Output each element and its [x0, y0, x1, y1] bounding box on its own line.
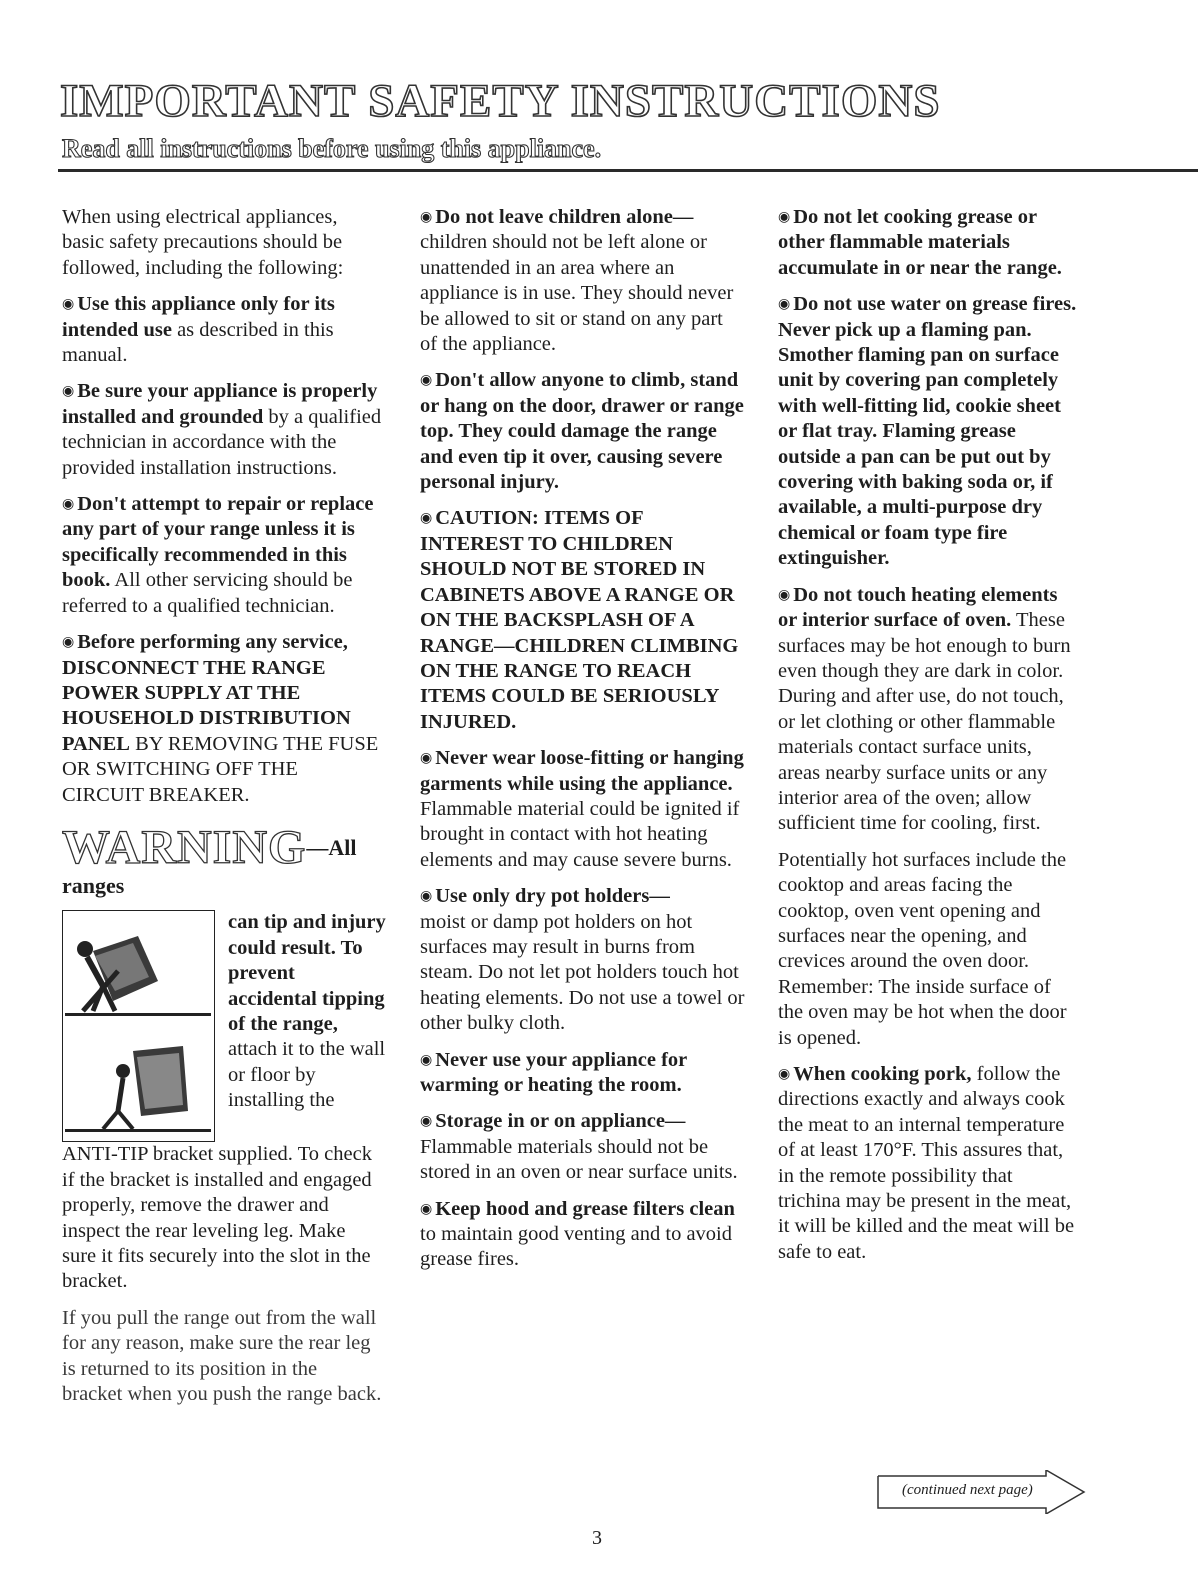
safety-item: [778, 1062, 1078, 1265]
bullet-icon: ◉: [420, 511, 433, 527]
item-text: Flammable material could be ignited if brought in contact with hot heating elements and may cause severe burns.: [420, 797, 740, 871]
item-text: All other servicing should be referred to a qualified technician.: [62, 569, 353, 617]
continued-label: (continued next page): [902, 1482, 1033, 1498]
item-lead: Do not use water on grease fires. Never pick up a flaming pan. Smother flaming pan on surface unit by covering pan completely with well-fitting lid, cookie sheet or flat tray. Flaming grease outside a pan can be put out by covering with baking soda or, if available, a multi-purpose dry chemical or foam type fire extinguisher.: [778, 293, 1077, 570]
item-lead: Do not touch heating elements or interior surface of oven.: [778, 583, 1058, 632]
item-lead: When cooking pork,: [793, 1063, 972, 1085]
warning-lead: —All ranges: [62, 834, 357, 898]
item-text: as described in this manual.: [62, 318, 334, 367]
safety-item: [420, 506, 745, 735]
anti-tip-illustration: [62, 910, 215, 1142]
hot-surfaces-paragraph: Potentially hot surfaces include the cooktop and areas facing the cooktop, oven vent opening and surfaces near the opening, and crevices around the oven door. Remember: The inside surface of the oven may be hot when the door is opened.: [778, 848, 1067, 1049]
safety-item: [62, 492, 382, 619]
bullet-icon: ◉: [778, 210, 791, 225]
item-lead: Before performing any service, DISCONNECT THE RANGE POWER SUPPLY AT THE HOUSEHOLD DISTRIBUTION PANEL: [62, 631, 351, 755]
safety-item: [420, 884, 745, 1036]
safety-item: [62, 379, 382, 481]
anti-tip-paragraph: ANTI-TIP bracket supplied. To check if the bracket is installed and engaged properly, remove the drawer and inspect the rear leveling leg. Make sure it fits securely into the slot in the bracket.: [62, 1143, 372, 1293]
bullet-icon: ◉: [420, 889, 433, 905]
item-text: by a qualified technician in accordance with the provided installation instructions.: [62, 405, 382, 479]
item-lead: Be sure your appliance is properly installed and grounded: [62, 380, 378, 428]
column-1: [62, 205, 386, 1418]
item-text: children should not be left alone or unattended in an area where an appliance is in use. They should never be allowed to sit or stand on any part of the appliance.: [420, 231, 734, 356]
bullet-icon: ◉: [420, 751, 433, 767]
page-title: IMPORTANT SAFETY INSTRUCTIONS: [60, 75, 941, 127]
item-lead: Never wear loose-fitting or hanging garments while using the appliance.: [420, 747, 744, 795]
safety-item: [420, 746, 745, 873]
warning-text: attach it to the wall or floor by installing the: [228, 1038, 386, 1112]
item-lead: Do not leave children alone—: [435, 206, 694, 228]
item-lead: Storage in or on appliance—: [435, 1110, 686, 1133]
safety-item: [420, 368, 745, 495]
bullet-icon: ◉: [420, 1201, 433, 1217]
safety-item: [778, 292, 1078, 571]
warning-word: WARNING: [62, 820, 307, 874]
bullet-icon: ◉: [420, 1052, 433, 1068]
bullet-icon: ◉: [62, 497, 75, 513]
bullet-icon: ◉: [778, 297, 791, 313]
pull-out-paragraph: If you pull the range out from the wall for any reason, make sure the rear leg is returned to its position in the bracket when you push the range back.: [62, 1306, 382, 1405]
intro-paragraph: When using electrical appliances, basic safety precautions should be followed, including the following:: [62, 206, 344, 279]
item-lead: Do not let cooking grease or other flammable materials accumulate in or near the range.: [778, 206, 1062, 279]
safety-item: [62, 292, 382, 368]
page-number: 3: [592, 1527, 602, 1549]
bullet-icon: ◉: [420, 373, 433, 389]
item-text: to maintain good venting and to avoid grease fires.: [420, 1223, 733, 1271]
item-lead: Use only dry pot holders—: [435, 885, 670, 908]
bullet-icon: ◉: [62, 297, 75, 313]
item-lead: CAUTION: ITEMS OF INTEREST TO CHILDREN SHOULD NOT BE STORED IN CABINETS ABOVE A RANGE OR ON THE BACKSPLASH OF A RANGE—CHILDREN CLIMBING ON THE RANGE TO REACH ITEMS COULD BE SERIOUSLY INJURED.: [420, 507, 739, 733]
safety-item: [62, 630, 382, 808]
item-lead: Use this appliance only for its intended use: [62, 293, 335, 341]
safety-item: [420, 205, 745, 357]
item-text: follow the directions exactly and always cook the meat to an internal temperature of at least 170°F. This assures that, in the remote possibility that trichina may be present in the meat, it will be killed and the meat will be safe to eat.: [778, 1063, 1075, 1263]
safety-item: [420, 1197, 745, 1273]
item-lead: Don't allow anyone to climb, stand or hang on the door, drawer or range top. They could damage the range and even tip it over, causing severe personal injury.: [420, 369, 744, 494]
item-text: These surfaces may be hot enough to burn even though they are dark in color. During and after use, do not touch, or let clothing or other flammable materials contact surface units, areas nearby surface units or any interior area of the oven; allow sufficient time for cooling, first.: [778, 609, 1071, 835]
warning-side-text: [228, 910, 388, 1113]
item-lead: Don't attempt to repair or replace any part of your range unless it is specifically recommended in this book.: [62, 493, 374, 592]
bullet-icon: ◉: [420, 210, 433, 225]
warning-bold: can tip and injury could result. To prevent accidental tipping of the range,: [228, 911, 386, 1035]
safety-item: [778, 583, 1078, 837]
column-2: [420, 205, 745, 1284]
item-text: moist or damp pot holders on hot surfaces may result in burns from steam. Do not let pot holders touch hot heating elements. Do not use a towel or other bulky cloth.: [420, 910, 745, 1035]
title-divider: [58, 169, 1198, 172]
warning-heading: [62, 820, 382, 908]
bullet-icon: ◉: [62, 384, 75, 400]
safety-item: [420, 1048, 745, 1099]
item-lead: Keep hood and grease filters clean: [435, 1197, 735, 1220]
tipping-range-icon: [63, 911, 213, 1140]
warning-block: [62, 910, 386, 1146]
safety-item: [778, 205, 1078, 281]
safety-item: [420, 1109, 745, 1185]
bullet-icon: ◉: [420, 1114, 433, 1130]
item-lead: Never use your appliance for warming or heating the room.: [420, 1048, 687, 1096]
item-text: BY REMOVING THE FUSE OR SWITCHING OFF THE CIRCUIT BREAKER.: [62, 732, 379, 806]
bullet-icon: ◉: [778, 587, 791, 603]
column-3: [778, 205, 1078, 1276]
item-text: Flammable materials should not be stored in an oven or near surface units.: [420, 1135, 738, 1184]
bullet-icon: ◉: [62, 635, 75, 651]
bullet-icon: ◉: [778, 1067, 791, 1082]
continued-next-page: [876, 1470, 1086, 1514]
page-subtitle: Read all instructions before using this appliance.: [62, 134, 602, 163]
